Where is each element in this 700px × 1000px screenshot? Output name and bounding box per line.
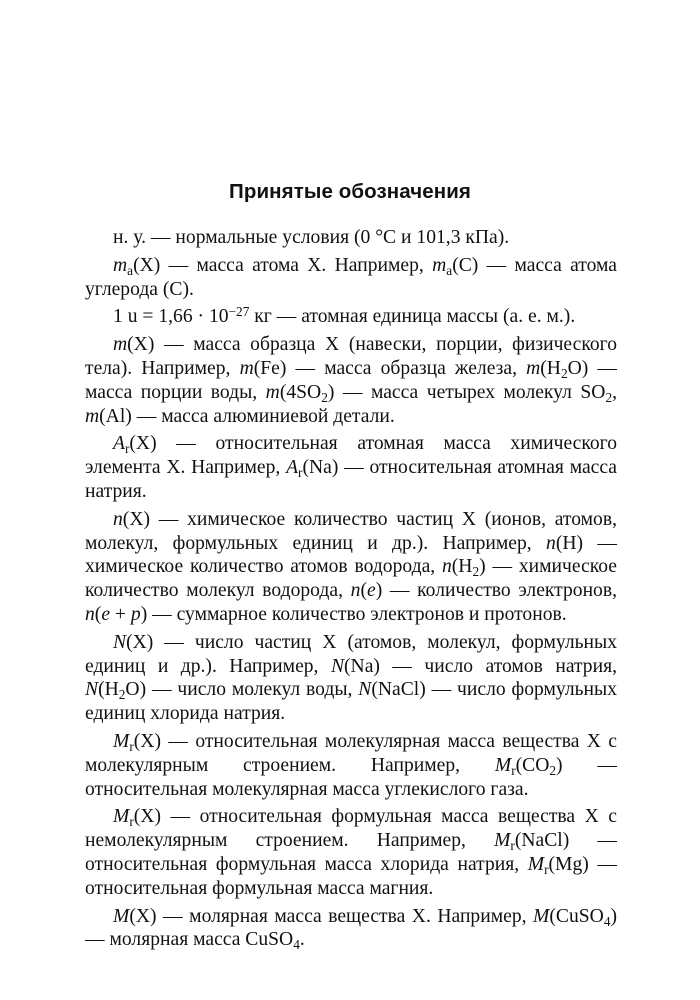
italic-symbol: e — [101, 603, 111, 625]
subscript: r — [544, 861, 549, 877]
page-title: Принятые обозначения — [229, 180, 471, 203]
text-run: (CO — [515, 754, 550, 776]
italic-symbol: m — [432, 254, 447, 276]
italic-symbol: n — [350, 580, 361, 602]
notation-paragraph — [85, 226, 617, 250]
subscript: r — [298, 465, 303, 481]
italic-symbol: m — [113, 334, 128, 356]
notation-paragraph — [85, 805, 617, 900]
text-run: (Al) — масса алюминиевой детали. — [99, 405, 395, 427]
text-run: (X) — относительная молекулярная масса вещества X с молекулярным строением. Например, — [85, 730, 617, 776]
text-run: ( — [360, 580, 367, 602]
notation-paragraph — [85, 432, 617, 503]
subscript: r — [124, 441, 130, 457]
notation-paragraph — [85, 730, 617, 801]
text-run: (Fe) — масса образца железа, — [253, 357, 527, 379]
italic-symbol: M — [533, 905, 550, 927]
text-run: (H — [540, 357, 561, 379]
text-run: ) — молярная масса CuSO — [85, 905, 617, 951]
subscript: а — [446, 262, 453, 278]
text-run: ) — относительная молекулярная масса углекислого газа. — [85, 754, 617, 800]
text-run: + — [110, 603, 131, 625]
notation-paragraph — [85, 905, 617, 953]
text-run: (X) — масса атома X. Например, — [133, 254, 433, 276]
text-run: ( — [94, 603, 102, 625]
text-run: (4SO — [279, 381, 322, 403]
italic-symbol: m — [239, 357, 254, 379]
subscript: 2 — [605, 389, 613, 405]
text-run: (CuSO — [549, 905, 604, 927]
text-run: . — [299, 929, 305, 951]
text-run: (H — [98, 679, 119, 701]
subscript: а — [127, 262, 134, 278]
text-run: н. у. — нормальные условия (0 °С и 101,3 кПа). — [113, 227, 510, 248]
subscript: 4 — [293, 937, 300, 953]
italic-symbol: M — [113, 730, 130, 752]
text-run: (H — [451, 556, 473, 578]
superscript: −27 — [228, 303, 250, 319]
text-run: кг — атомная единица массы (а. е. м.). — [249, 306, 576, 328]
text-run: (Na) — относительная атомная масса натрия. — [85, 457, 617, 502]
italic-symbol: n — [546, 532, 556, 554]
subscript: r — [129, 814, 134, 830]
text-run: (X) — число частиц X (атомов, молекул, формульных единиц и др.). Например, — [85, 631, 617, 677]
italic-symbol: A — [113, 433, 125, 455]
italic-symbol: M — [494, 754, 512, 776]
text-run: (X) — масса образца X (навески, порции, физического тела). Например, — [85, 334, 617, 379]
italic-symbol: M — [527, 853, 545, 875]
italic-symbol: A — [286, 457, 299, 479]
text-run: (NaCl) — число формульных единиц хлорида натрия. — [85, 679, 617, 725]
text-run: (NaCl) — относительная формульная масса хлорида натрия, — [85, 830, 617, 875]
italic-symbol: N — [113, 631, 127, 653]
text-run: ) — суммарное количество электронов и протонов. — [140, 603, 567, 625]
notation-paragraph — [85, 254, 617, 302]
text-run: ) — количество электронов, — [375, 580, 617, 602]
italic-symbol: n — [85, 603, 95, 625]
subscript: r — [510, 838, 515, 854]
text-run: ) — масса четырех молекул SO — [327, 381, 606, 403]
text-run: (X) — относительная формульная масса вещества X с немолекулярным строением. Например, — [85, 806, 617, 852]
text-run: (H) — химическое количество атомов водорода, — [85, 532, 617, 578]
italic-symbol: M — [494, 830, 511, 852]
italic-symbol: e — [366, 580, 376, 602]
italic-symbol: m — [85, 405, 100, 427]
notation-paragraph — [85, 305, 617, 329]
subscript: 2 — [118, 687, 126, 703]
subscript: 2 — [321, 389, 328, 405]
italic-symbol: m — [265, 381, 280, 403]
text-run: (X) — химическое количество частиц X (ионов, атомов, молекул, формульных единиц и др.). Например, — [85, 508, 617, 554]
italic-symbol: m — [526, 357, 541, 379]
text-run: 1 u = 1,66 · 10 — [113, 306, 229, 328]
text-run: (X) — относительная атомная масса химического элемента X. Например, — [85, 433, 617, 479]
subscript: r — [129, 738, 134, 754]
text-run: (Mg) — относительная формульная масса магния. — [85, 853, 617, 899]
italic-symbol: n — [113, 508, 123, 530]
italic-symbol: n — [441, 556, 452, 578]
subscript: 2 — [472, 564, 480, 580]
text-run: ) — химическое количество молекул водорода, — [85, 556, 618, 602]
subscript: 2 — [560, 365, 568, 381]
italic-symbol: N — [330, 655, 345, 677]
italic-symbol: N — [358, 679, 372, 701]
italic-symbol: p — [130, 603, 141, 625]
italic-symbol: M — [113, 806, 130, 828]
text-run: (C) — масса атома углерода (C). — [85, 254, 617, 300]
italic-symbol: m — [113, 254, 128, 276]
text-run: (Na) — число атомов натрия, — [344, 655, 618, 677]
subscript: 4 — [603, 913, 611, 929]
subscript: 2 — [549, 762, 557, 778]
notation-list — [85, 226, 617, 956]
italic-symbol: N — [85, 679, 99, 701]
text-run: (X) — молярная масса вещества X. Например, — [129, 905, 534, 927]
italic-symbol: M — [113, 905, 130, 927]
subscript: r — [511, 762, 516, 778]
text-run: O) — число молекул воды, — [125, 679, 359, 701]
notation-paragraph — [85, 333, 617, 428]
text-run: O) — масса порции воды, — [85, 357, 617, 403]
notation-paragraph — [85, 631, 617, 726]
text-run: , — [612, 381, 617, 403]
notation-paragraph — [85, 508, 617, 627]
